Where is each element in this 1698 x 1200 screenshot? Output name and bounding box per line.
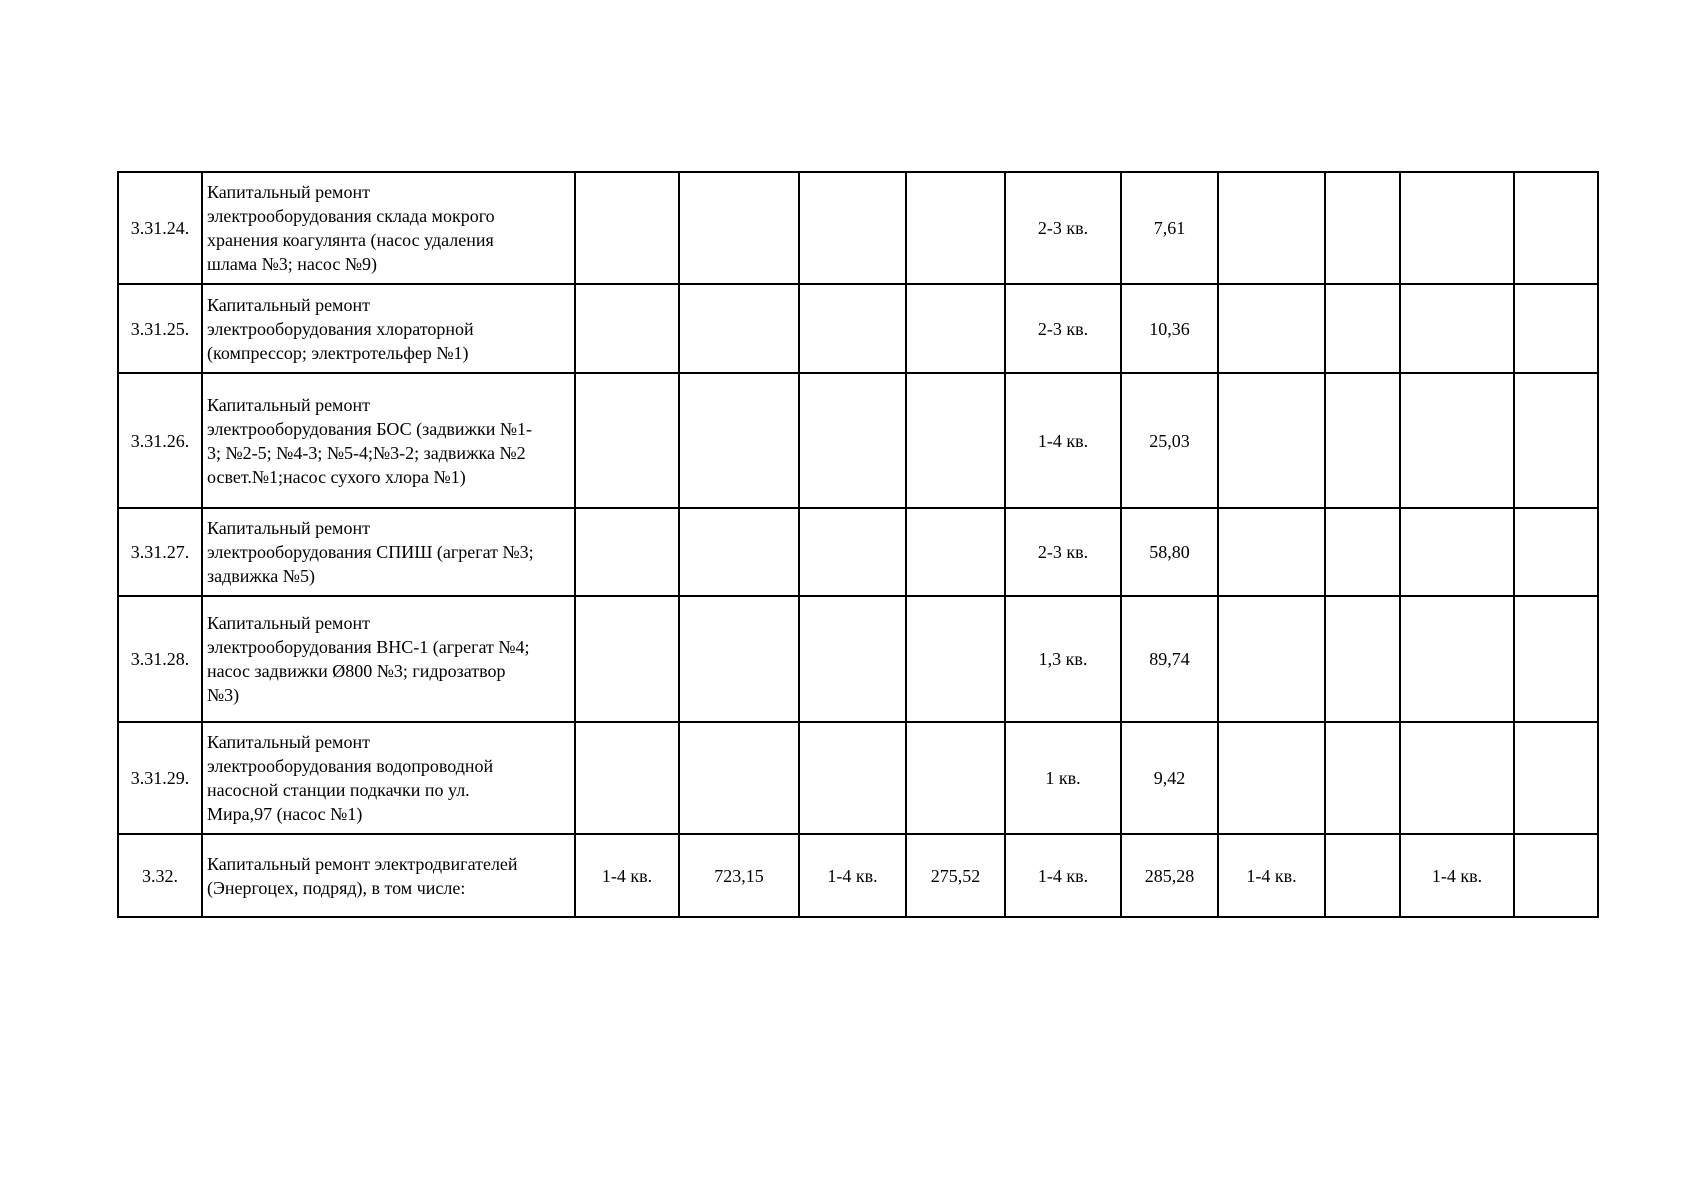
row-value-cell: 89,74 — [1121, 596, 1218, 722]
row-value-cell — [1514, 172, 1598, 284]
table-row — [118, 284, 1598, 373]
row-value-cell — [575, 596, 679, 722]
row-value-cell — [679, 722, 799, 834]
row-description-cell: Капитальный ремонт электрооборудования БОС (задвижки №1- 3; №2-5; №4-3; №5-4;№3-2; задвижка №2 освет.№1;насос сухого хлора №1) — [202, 373, 575, 508]
row-value-cell — [1400, 508, 1514, 596]
table-row — [118, 834, 1598, 917]
row-value-cell — [679, 508, 799, 596]
row-number-cell: 3.32. — [118, 834, 202, 917]
row-value-cell — [799, 722, 906, 834]
row-value-cell — [1325, 172, 1400, 284]
table-row — [118, 596, 1598, 722]
row-value-cell: 10,36 — [1121, 284, 1218, 373]
row-value-cell — [1325, 722, 1400, 834]
row-value-cell — [799, 284, 906, 373]
row-value-cell — [799, 596, 906, 722]
row-value-cell — [1218, 508, 1325, 596]
row-value-cell — [1400, 172, 1514, 284]
row-value-cell — [906, 373, 1005, 508]
table-row — [118, 172, 1598, 284]
row-value-cell — [906, 596, 1005, 722]
row-value-cell — [1514, 722, 1598, 834]
row-value-cell — [1325, 373, 1400, 508]
row-value-cell — [1400, 284, 1514, 373]
row-value-cell — [906, 284, 1005, 373]
row-value-cell — [575, 722, 679, 834]
row-value-cell — [1514, 834, 1598, 917]
row-value-cell — [1514, 596, 1598, 722]
row-value-cell: 1-4 кв. — [575, 834, 679, 917]
works-table — [117, 171, 1599, 918]
row-value-cell — [1218, 373, 1325, 508]
table-row — [118, 373, 1598, 508]
row-value-cell — [1400, 596, 1514, 722]
row-value-cell: 58,80 — [1121, 508, 1218, 596]
row-number-cell: 3.31.29. — [118, 722, 202, 834]
row-value-cell — [906, 722, 1005, 834]
row-value-cell: 2-3 кв. — [1005, 172, 1121, 284]
row-value-cell — [575, 373, 679, 508]
row-value-cell — [1400, 373, 1514, 508]
row-value-cell — [575, 508, 679, 596]
row-number-cell: 3.31.24. — [118, 172, 202, 284]
row-value-cell: 285,28 — [1121, 834, 1218, 917]
row-value-cell — [1400, 722, 1514, 834]
row-value-cell — [906, 172, 1005, 284]
row-value-cell: 7,61 — [1121, 172, 1218, 284]
row-number-cell: 3.31.28. — [118, 596, 202, 722]
row-value-cell — [679, 284, 799, 373]
row-value-cell — [1325, 284, 1400, 373]
row-value-cell: 1,3 кв. — [1005, 596, 1121, 722]
row-description-cell: Капитальный ремонт электрооборудования склада мокрого хранения коагулянта (насос удаления шлама №3; насос №9) — [202, 172, 575, 284]
row-value-cell — [679, 373, 799, 508]
row-description-cell: Капитальный ремонт электрооборудования хлораторной (компрессор; электротельфер №1) — [202, 284, 575, 373]
row-value-cell — [1325, 508, 1400, 596]
row-value-cell: 25,03 — [1121, 373, 1218, 508]
row-value-cell: 723,15 — [679, 834, 799, 917]
row-value-cell — [799, 172, 906, 284]
row-number-cell: 3.31.27. — [118, 508, 202, 596]
row-value-cell: 1-4 кв. — [1005, 373, 1121, 508]
table-body — [118, 172, 1598, 917]
row-value-cell — [1514, 373, 1598, 508]
row-value-cell — [1218, 172, 1325, 284]
row-value-cell: 1-4 кв. — [1005, 834, 1121, 917]
row-description-cell: Капитальный ремонт электрооборудования СПИШ (агрегат №3; задвижка №5) — [202, 508, 575, 596]
row-value-cell — [1325, 596, 1400, 722]
row-value-cell — [1514, 284, 1598, 373]
row-value-cell: 275,52 — [906, 834, 1005, 917]
row-value-cell — [1514, 508, 1598, 596]
row-description-cell: Капитальный ремонт электрооборудования водопроводной насосной станции подкачки по ул. Мира,97 (насос №1) — [202, 722, 575, 834]
row-value-cell: 1-4 кв. — [1218, 834, 1325, 917]
row-value-cell — [679, 596, 799, 722]
row-value-cell — [906, 508, 1005, 596]
row-value-cell — [1218, 722, 1325, 834]
row-value-cell: 9,42 — [1121, 722, 1218, 834]
table-row — [118, 508, 1598, 596]
row-value-cell — [799, 508, 906, 596]
row-description-cell: Капитальный ремонт электрооборудования ВНС-1 (агрегат №4; насос задвижки Ø800 №3; гидрозатвор №3) — [202, 596, 575, 722]
row-value-cell — [1325, 834, 1400, 917]
row-description-cell: Капитальный ремонт электродвигателей (Энергоцех, подряд), в том числе: — [202, 834, 575, 917]
row-value-cell — [1218, 596, 1325, 722]
row-value-cell — [1218, 284, 1325, 373]
row-value-cell: 2-3 кв. — [1005, 508, 1121, 596]
row-value-cell: 1-4 кв. — [799, 834, 906, 917]
row-value-cell: 2-3 кв. — [1005, 284, 1121, 373]
row-value-cell — [799, 373, 906, 508]
row-number-cell: 3.31.25. — [118, 284, 202, 373]
row-value-cell — [679, 172, 799, 284]
row-value-cell: 1-4 кв. — [1400, 834, 1514, 917]
table-row — [118, 722, 1598, 834]
row-value-cell — [575, 172, 679, 284]
row-value-cell: 1 кв. — [1005, 722, 1121, 834]
row-value-cell — [575, 284, 679, 373]
row-number-cell: 3.31.26. — [118, 373, 202, 508]
